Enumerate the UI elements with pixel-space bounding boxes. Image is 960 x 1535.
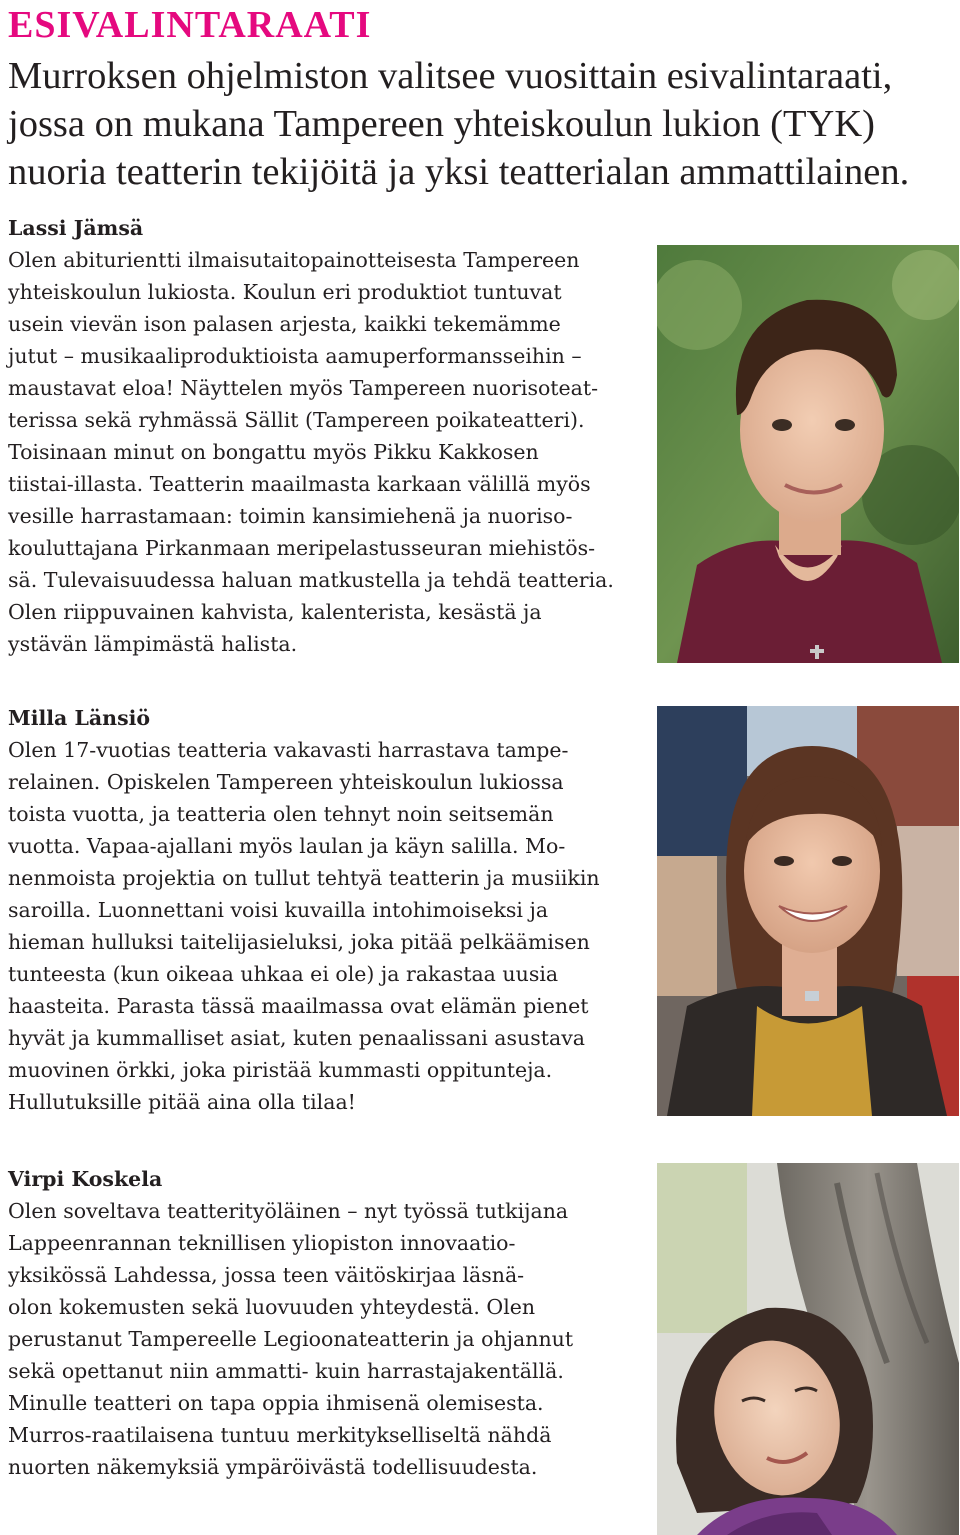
person-name: Lassi Jämsä: [8, 216, 144, 240]
person-name: Milla Länsiö: [8, 706, 151, 730]
person-bio: Olen soveltava teatterityöläinen – nyt työssä tutkijana Lappeenrannan teknillisen yliopiston innovaatio- yksikössä Lahdessa, jossa teen väitöskirjaa läsnä- olon kokemusten sekä luovuuden yhteydestä. Olen perustanut Tampereelle Legioonateatterin ja ohjannut sekä opettanut niin ammatti- kuin harrastajakentällä. Minulle teatteri on tapa oppia ihmisenä olemisesta. Murros-raatilaisena tuntuu merkitykselliseltä nähdä nuorten näkemyksiä ympäröivästä todellisuudesta.: [8, 1199, 574, 1479]
person-name: Virpi Koskela: [8, 1167, 163, 1191]
person-bio: Olen abiturientti ilmaisutaitopainotteisesta Tampereen yhteiskoulun lukiosta. Koulun eri produktiot tuntuvat usein vievän ison palasen arjesta, kaikki tekemämme jutut – musikaaliproduktioista aamuperformansseihin – maustavat eloa! Näyttelen myös Tampereen nuorisoteat- terissa sekä ryhmässä Sällit (Tampereen poikateatteri). Toisinaan minut on bongattu myös Pikku Kakkosen tiistai-illasta. Teatterin maailmasta karkaan välillä myös vesille harrastamaan: toimin kansimiehenä ja nuoriso- kouluttajana Pirkanmaan meripelastusseuran miehistös- sä. Tulevaisuudessa haluan matkustella ja tehdä teatteria. Olen riippuvainen kahvista, kalenterista, kesästä ja ystävän lämpimästä halista.: [8, 248, 614, 656]
person-section-milla: [8, 702, 633, 1118]
person-section-virpi: [8, 1163, 633, 1483]
portrait-photo-lassi: [657, 245, 959, 663]
person-bio: Olen 17-vuotias teatteria vakavasti harrastava tampe- relainen. Opiskelen Tampereen yhteiskoulun lukiossa toista vuotta, ja teatteria olen tehnyt noin seitsemän vuotta. Vapaa-ajallani myös laulan ja käyn salilla. Mo- nenmoista projektia on tullut tehtyä teatterin ja musiikin saroilla. Luonnettani voisi kuvailla intohimoiseksi ja hieman hulluksi taitelijasieluksi, joka pitää pelkäämisen tunteesta (kun oikeaa uhkaa ei ole) ja rakastaa uusia haasteita. Parasta tässä maailmassa ovat elämän pienet hyvät ja kummalliset asiat, kuten penaalissani asustava muovinen örkki, joka piristää kummasti oppitunteja. Hullutuksille pitää aina olla tilaa!: [8, 738, 600, 1114]
portrait-photo-virpi: [657, 1163, 959, 1535]
intro-paragraph: Murroksen ohjelmiston valitsee vuosittain esivalintaraati, jossa on mukana Tampereen yhteiskoulun lukion (TYK) nuoria teatterin tekijöitä ja yksi teatterialan ammattilainen.: [8, 55, 910, 193]
person-section-lassi: [8, 212, 633, 660]
page-heading: ESIVALINTARAATI: [8, 4, 372, 46]
portrait-photo-milla: [657, 706, 959, 1116]
